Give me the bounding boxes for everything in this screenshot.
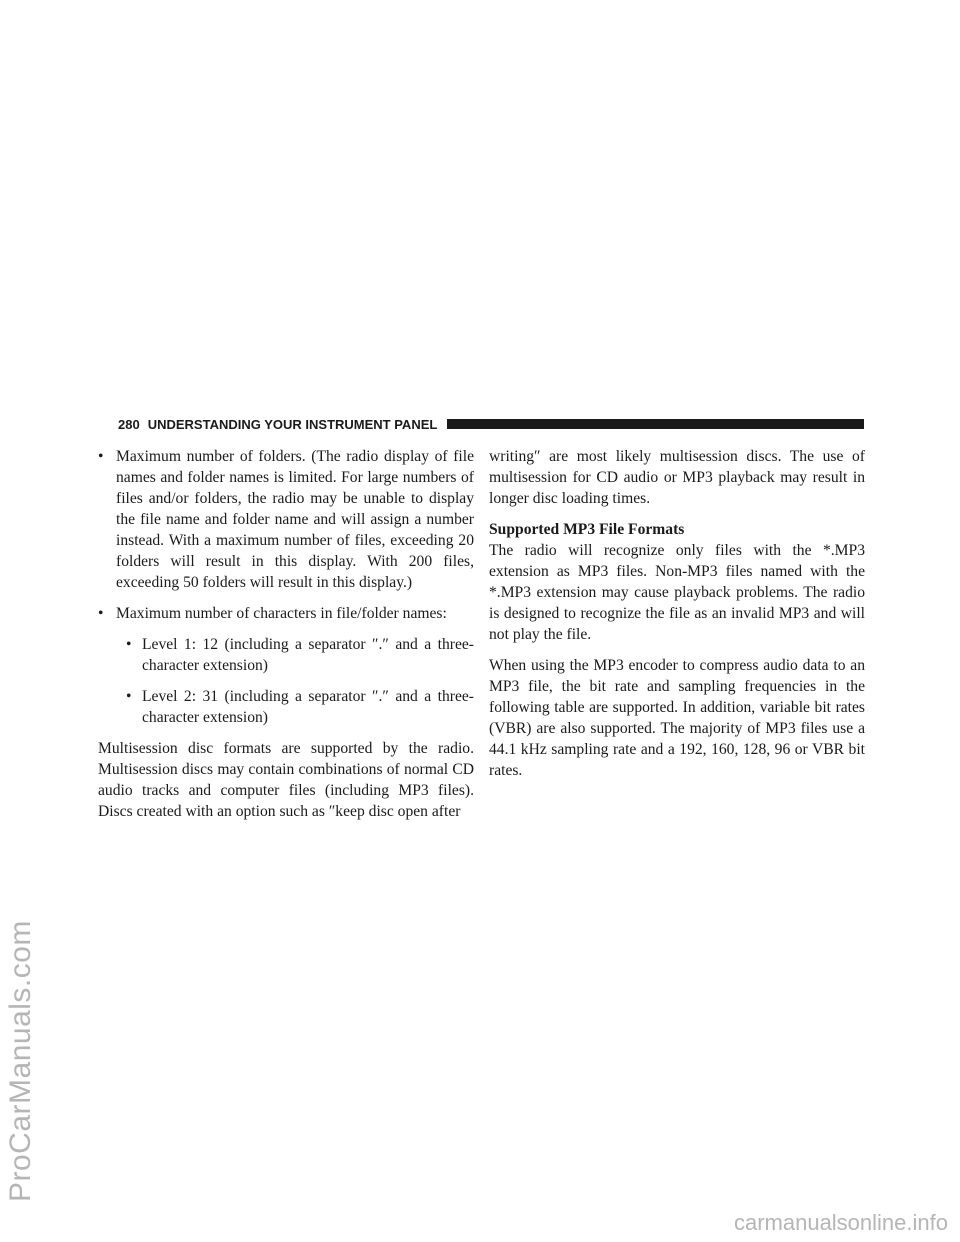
- sub-bullet-level-1: [98, 634, 474, 676]
- paragraph-mp3-extension: The radio will recognize only files with the *.MP3 extension as MP3 files. Non-MP3 files named with the *.MP3 extension may cause playback problems. The radio is designed to recognize the file as an invalid MP3 and will not play the file.: [489, 542, 865, 643]
- sub-bullet-text: Level 1: 12 (including a separator ″.″ and a three-character extension): [142, 636, 474, 674]
- watermark-carmanualsonline: carmanualsonline.info: [733, 1210, 948, 1235]
- left-column: [98, 446, 474, 832]
- sub-bullet-text: Level 2: 31 (including a separator ″.″ and a three-character extension): [142, 688, 474, 726]
- bullet-dot: •: [126, 688, 132, 705]
- bullet-dot: •: [98, 448, 104, 465]
- bullet-max-folders: [98, 446, 474, 593]
- bullet-max-characters: [98, 603, 474, 624]
- bullet-dot: •: [98, 605, 104, 622]
- paragraph-multisession: Multisession disc formats are supported by the radio. Multisession discs may contain combinations of normal CD audio tracks and computer files (including MP3 files). Discs created with an option such as ″keep disc open after: [98, 740, 474, 820]
- section-title: UNDERSTANDING YOUR INSTRUMENT PANEL: [147, 416, 438, 432]
- paragraph-multisession-continued: writing″ are most likely multisession discs. The use of multisession for CD audio or MP3 playback may result in longer disc loading times.: [489, 448, 865, 507]
- page-number: 280: [118, 416, 140, 432]
- heading-supported-formats: Supported MP3 File Formats: [489, 521, 685, 538]
- watermark-procarmanuals: ProCarManuals.com: [4, 920, 37, 1202]
- bullet-text: Maximum number of folders. (The radio display of file names and folder names is limited. For large numbers of files and/or folders, the radio may be unable to display the file name and folder name and will assign a number instead. With a maximum number of files, exceeding 20 folders will result in this display. With 200 files, exceeding 50 folders will result in this display.): [116, 448, 474, 591]
- page-header: [118, 415, 864, 433]
- paragraph-mp3-encoder: When using the MP3 encoder to compress audio data to an MP3 file, the bit rate and sampling frequencies in the following table are supported. In addition, variable bit rates (VBR) are also supported. The majority of MP3 files use a 44.1 kHz sampling rate and a 192, 160, 128, 96 or VBR bit rates.: [489, 657, 865, 779]
- bullet-text: Maximum number of characters in file/folder names:: [116, 605, 447, 622]
- sub-bullet-level-2: [98, 686, 474, 728]
- header-rule: [447, 419, 864, 429]
- right-column: [489, 446, 865, 791]
- bullet-dot: •: [126, 636, 132, 653]
